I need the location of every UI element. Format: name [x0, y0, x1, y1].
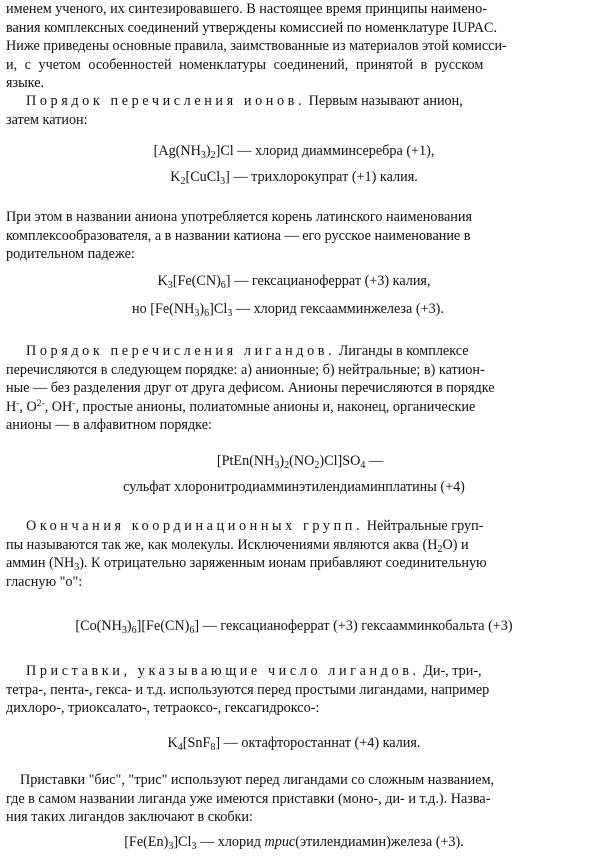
formula: $[Fe(En)_3]Cl_3$ — [124, 834, 197, 852]
compound-name: — гексацианоферрат (+3) гексаамминкобальта (+3) — [199, 618, 513, 634]
intro-paragraph — [6, 0, 582, 93]
ions-text: затем катион: — [6, 111, 88, 128]
intro-line: и, с учетом особенностей номенклатуры соединений, принятой в русском — [6, 56, 484, 73]
prefixes-example-1 — [6, 734, 582, 753]
text-line: родительном падеже: — [6, 246, 135, 263]
prefixes-paragraph-2 — [6, 771, 582, 827]
text-line: H-, $O^{2-}$, OH-, простые анионы, полиатомные анионы и, наконец, органические — [6, 398, 476, 415]
endings-text: Нейтральные груп- — [366, 518, 484, 534]
text-fragment: ). К отрицательно заряженным ионам прибавляют соединительную — [79, 555, 487, 572]
text-line: Приставки "бис", "трис" используют перед лигандами со сложным названием, — [20, 772, 495, 788]
formula: $K_4[SnF_8]$ — [167, 735, 221, 753]
ions-example-3 — [6, 272, 582, 291]
dash: — — [365, 453, 384, 469]
compound-name: (этилендиамин)железа (+3). — [295, 834, 464, 850]
compound-name: — гексацианоферрат (+3) калия, — [230, 273, 431, 289]
compound-name: сульфат хлоронитродиамминэтилендиаминплатины (+4) — [123, 479, 465, 495]
text-line: ные — без разделения друг от друга дефисом. Анионы перечисляются в порядке — [6, 380, 495, 397]
text-line: где в самом названии лиганда уже имеются приставки (моно-, ди- и т.д.). Назва- — [6, 790, 491, 807]
formula: $K_2[CuCl_3]$ — [170, 169, 230, 187]
text-line: дихлоро-, триоксалато-, тетраоксо-, гексагидроксо-: — [6, 700, 320, 717]
text-line: гласную "о": — [6, 573, 83, 590]
prefixes-example-2 — [6, 833, 582, 852]
text-line: комплексообразователя, а в названии катиона — его русское наименование в — [6, 227, 471, 244]
ions-text: Первым называют анион, — [308, 93, 463, 109]
text-fragment: O) и — [442, 536, 469, 553]
prefixes-heading: Приставки, указывающие число лигандов. — [26, 663, 420, 679]
compound-name: — хлорид — [196, 834, 265, 850]
text-line: При этом в названии аниона употребляется корень латинского наименования — [6, 209, 472, 225]
formula: $[PtEn(NH_3)_2(NO_2)Cl]SO_4$ — [216, 453, 366, 471]
ions-example-2 — [6, 168, 582, 187]
prefix: но — [132, 301, 151, 317]
prefixes-text: Ди-, три-, — [423, 663, 482, 679]
compound-name: — хлорид диамминсеребра (+1), — [233, 143, 435, 159]
ions-section — [6, 92, 582, 129]
intro-line: Ниже приведены основные правила, заимствованные из материалов этой комисси- — [6, 38, 507, 55]
compound-name-italic: трис — [264, 834, 296, 850]
formula: $[Fe(NH_3)_6]Cl_3$ — [150, 301, 233, 319]
compound-name: — хлорид гексаамминжелеза (+3). — [232, 301, 444, 317]
ions-heading: Порядок перечисления ионов. — [26, 93, 306, 109]
formula: $[Co(NH_3)_6][Fe(CN)_6]$ — [75, 618, 200, 636]
ligands-example — [6, 452, 582, 471]
text-line: ния таких лигандов заключают в скобки: — [6, 809, 253, 826]
ions-example-4 — [6, 300, 582, 319]
formula: $[Ag(NH_3)_2]Cl$ — [153, 143, 234, 161]
text-line: перечисляются в следующем порядке: а) анионные; б) нейтральные; в) катион- — [6, 361, 485, 378]
prefixes-section — [6, 662, 582, 718]
compound-name: — трихлорокупрат (+1) калия. — [229, 169, 418, 185]
text-line: анионы — в алфавитном порядке: — [6, 417, 212, 434]
text-line: тетра-, пента-, гекса- и т.д. используются перед простыми лигандами, например — [6, 681, 490, 698]
intro-line: языке. — [6, 75, 45, 92]
ligands-heading: Порядок перечисления лигандов. — [26, 343, 336, 359]
endings-heading: Окончания координационных групп. — [26, 518, 364, 534]
ligands-text: Лиганды в комплексе — [338, 343, 469, 359]
ions-heading-line — [6, 92, 582, 111]
intro-line: именем ученого, их синтезировавшего. В настоящее время принципы наимено- — [6, 1, 487, 17]
endings-section: Окончания координационных групп. Нейтральные груп- пы называются так же, как молекулы. Исключениями являются аква $(H_2O)$ и аммин $(NH_3)$. К отрицательно заряженным ионам прибавляют соединительную гласную "о": — [6, 517, 582, 591]
ligands-example-name — [6, 478, 582, 497]
formula: $K_3[Fe(CN)_6]$ — [157, 273, 231, 291]
ligands-section — [6, 342, 582, 435]
text-fragment: пы называются так же, как молекулы. Исключениями являются аква (H — [6, 536, 438, 553]
intro-line: вания комплексных соединений утверждены комиссией по номенклатуре IUPAC. — [6, 19, 498, 36]
text-fragment: аммин (NH — [6, 555, 75, 572]
ions-example-1 — [6, 142, 582, 161]
compound-name: — октафторостаннат (+4) калия. — [220, 735, 421, 751]
ions-paragraph-2 — [6, 208, 582, 264]
text-fragment: , простые анионы, полиатомные анионы и, наконец, органические — [75, 398, 476, 415]
endings-example — [6, 617, 582, 636]
